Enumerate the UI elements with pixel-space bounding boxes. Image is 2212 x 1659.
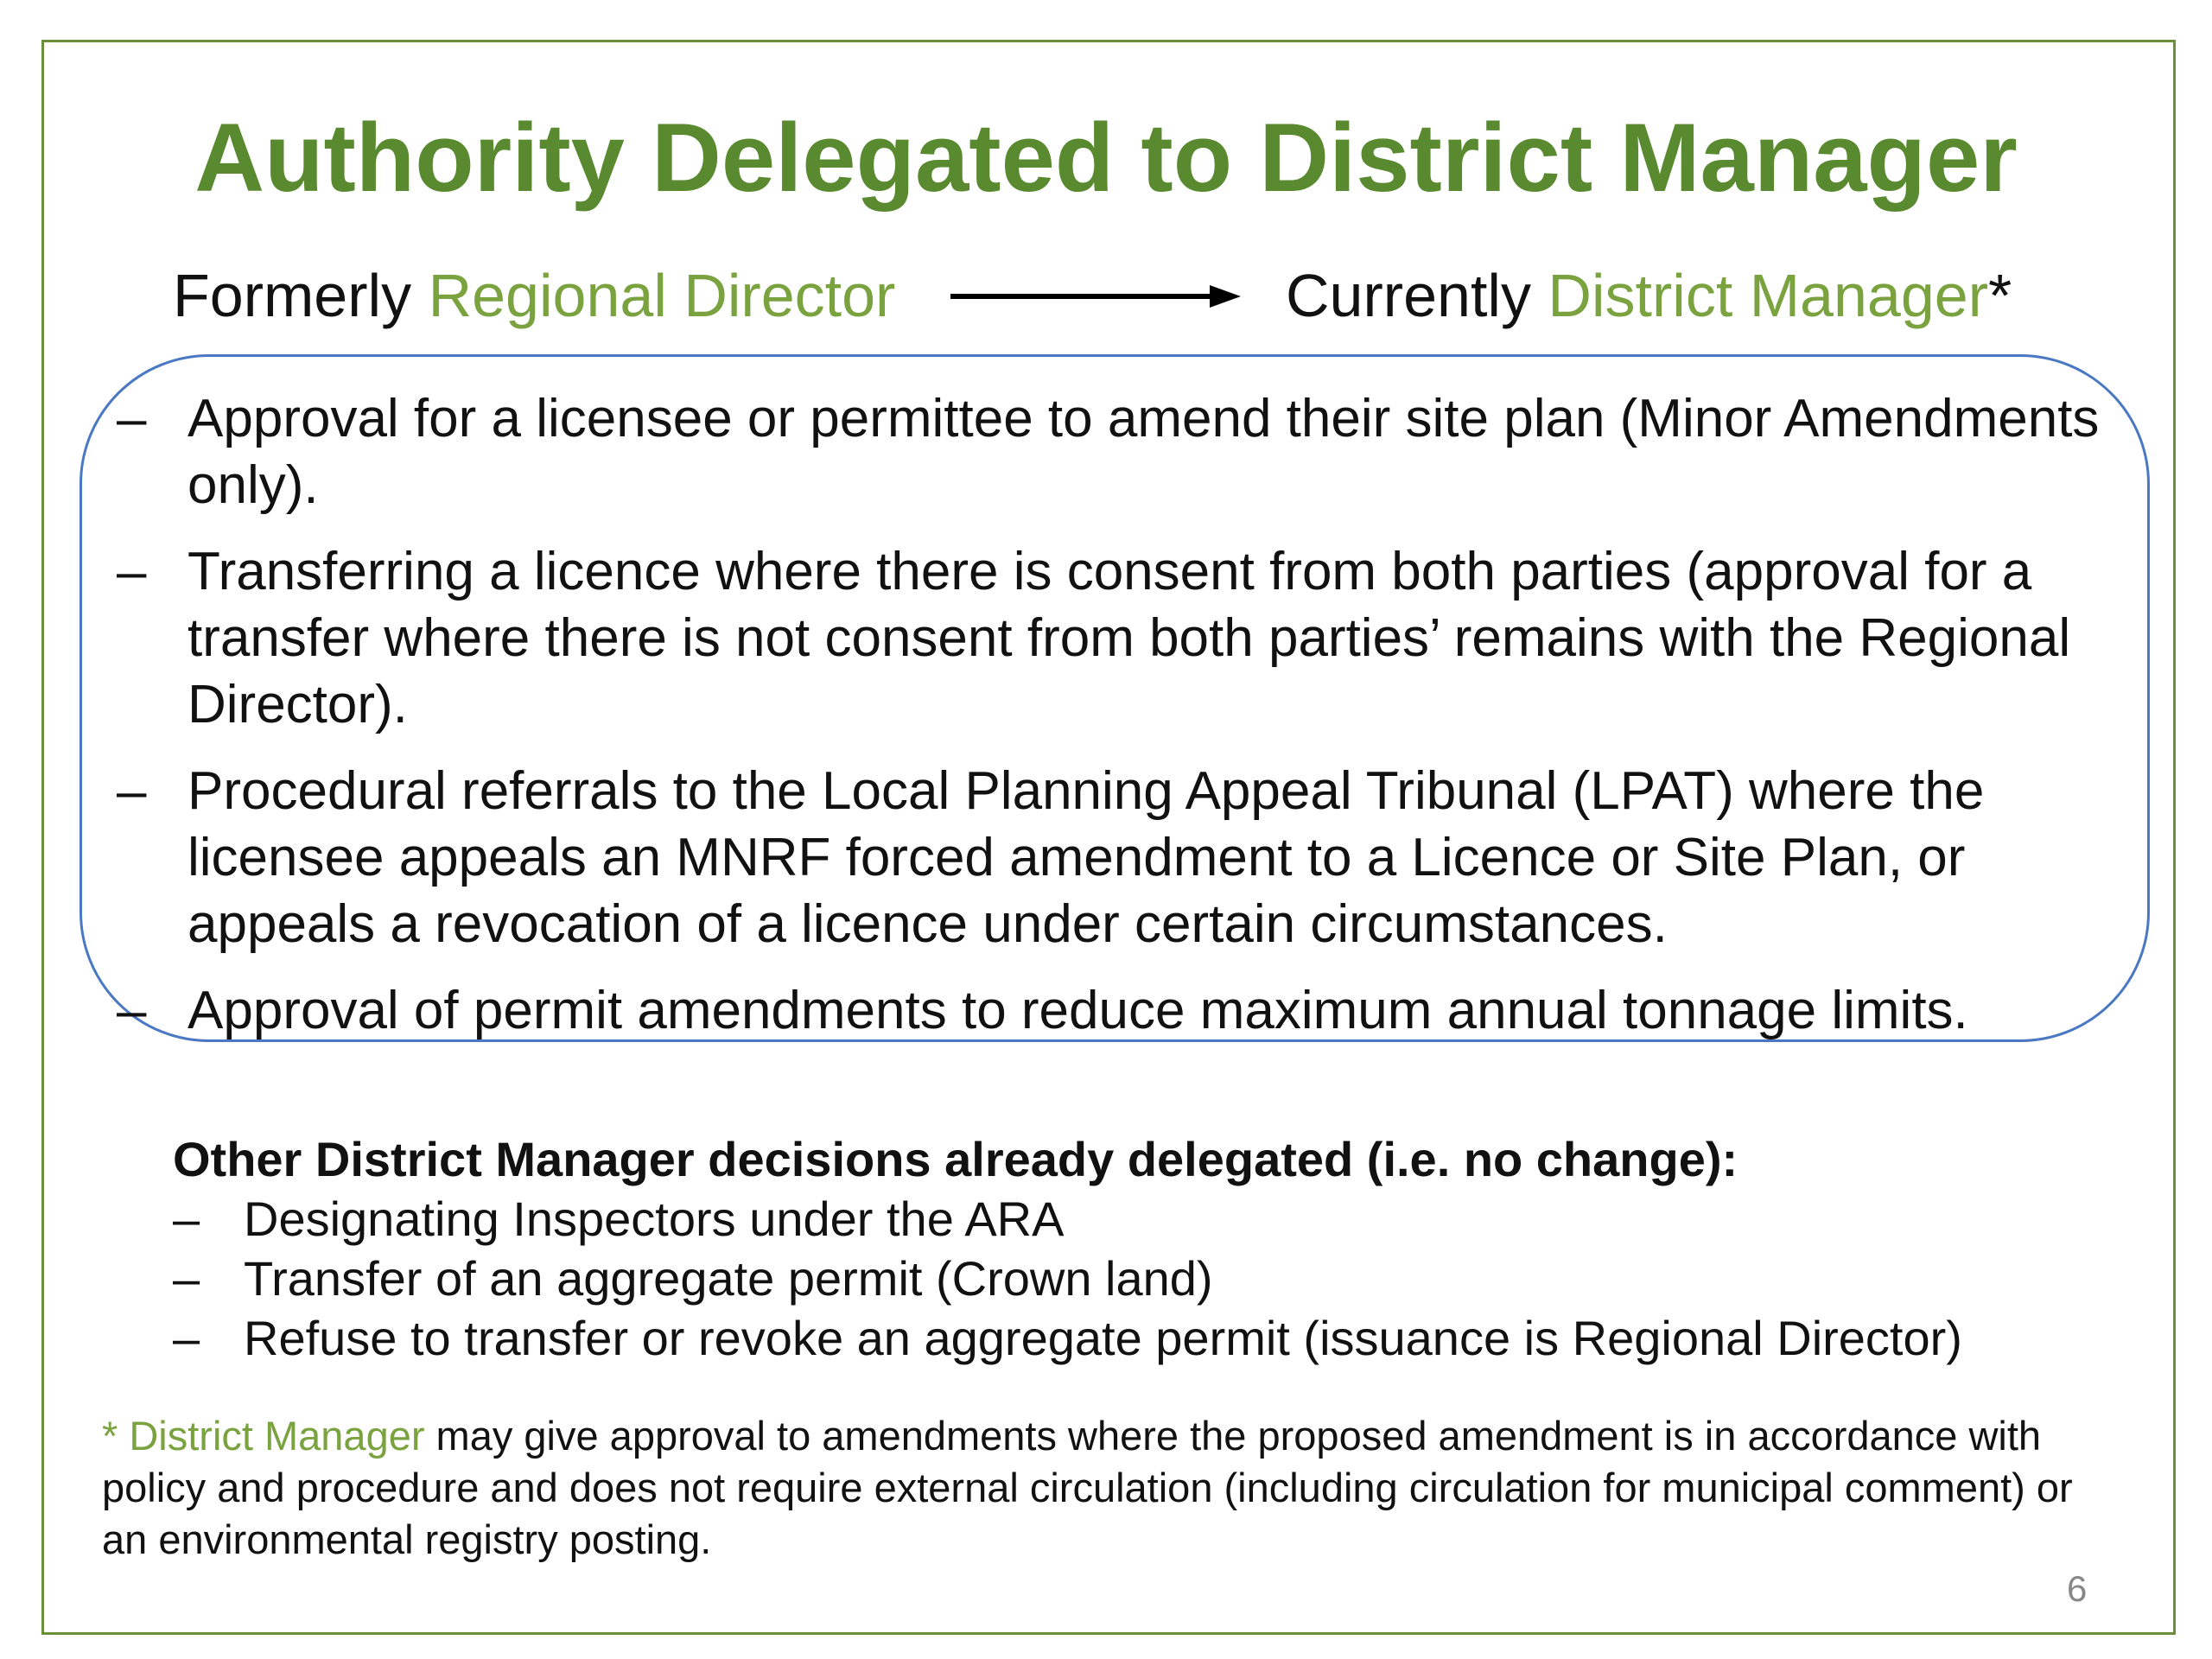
- list-item-text: Procedural referrals to the Local Planning Appeal Tribunal (LPAT) where the licensee appeals an MNRF forced amendment to a Licence or Site Plan, or appeals a revocation of a licence under certain circumstances.: [188, 761, 1985, 954]
- list-item: [117, 758, 2104, 957]
- former-role-label: [173, 259, 895, 332]
- current-role-label: [1286, 259, 2012, 332]
- list-item: [173, 1308, 1962, 1368]
- footnote-text: may give approval to amendments where the proposed amendment is in accordance with policy and procedure and does not require external circulation (including circulation for municipal comment) or an environmental registry posting.: [102, 1413, 2073, 1562]
- page-number: 6: [2067, 1568, 2088, 1609]
- current-prefix: Currently: [1286, 262, 1548, 329]
- list-item: [117, 385, 2104, 518]
- delegated-items-list: [117, 385, 2104, 1064]
- right-arrow-icon: [950, 276, 1244, 316]
- list-dash: –: [173, 1251, 200, 1306]
- list-item: [173, 1249, 1962, 1308]
- other-decisions-heading: Other District Manager decisions already delegated (i.e. no change):: [173, 1132, 1738, 1186]
- current-role: District Manager: [1548, 262, 1989, 329]
- other-decisions-list: [173, 1189, 1962, 1368]
- list-dash: –: [117, 542, 147, 601]
- list-dash: –: [117, 761, 147, 821]
- list-item: [117, 977, 2104, 1044]
- list-item-text: Designating Inspectors under the ARA: [244, 1192, 1065, 1246]
- current-role-asterisk: *: [1988, 262, 2012, 329]
- list-dash: –: [117, 981, 147, 1040]
- list-item-text: Approval for a licensee or permittee to amend their site plan (Minor Amendments only).: [188, 389, 2100, 515]
- list-item-text: Refuse to transfer or revoke an aggregate permit (issuance is Regional Director): [244, 1311, 1962, 1365]
- list-dash: –: [173, 1311, 200, 1365]
- slide-title: Authority Delegated to District Manager: [194, 104, 2018, 212]
- list-item-text: Approval of permit amendments to reduce maximum annual tonnage limits.: [188, 981, 1968, 1040]
- list-item-text: Transferring a licence where there is consent from both parties (approval for a transfer where there is not consent from both parties’ remains with the Regional Director).: [188, 542, 2071, 734]
- list-item-text: Transfer of an aggregate permit (Crown land): [244, 1251, 1213, 1306]
- footnote-marker: * District Manager: [102, 1413, 425, 1459]
- list-item: [173, 1189, 1962, 1249]
- footnote: [102, 1410, 2089, 1566]
- list-dash: –: [117, 389, 147, 448]
- list-item: [117, 538, 2104, 738]
- former-prefix: Formerly: [173, 262, 429, 329]
- former-role: Regional Director: [428, 262, 896, 329]
- list-dash: –: [173, 1192, 200, 1246]
